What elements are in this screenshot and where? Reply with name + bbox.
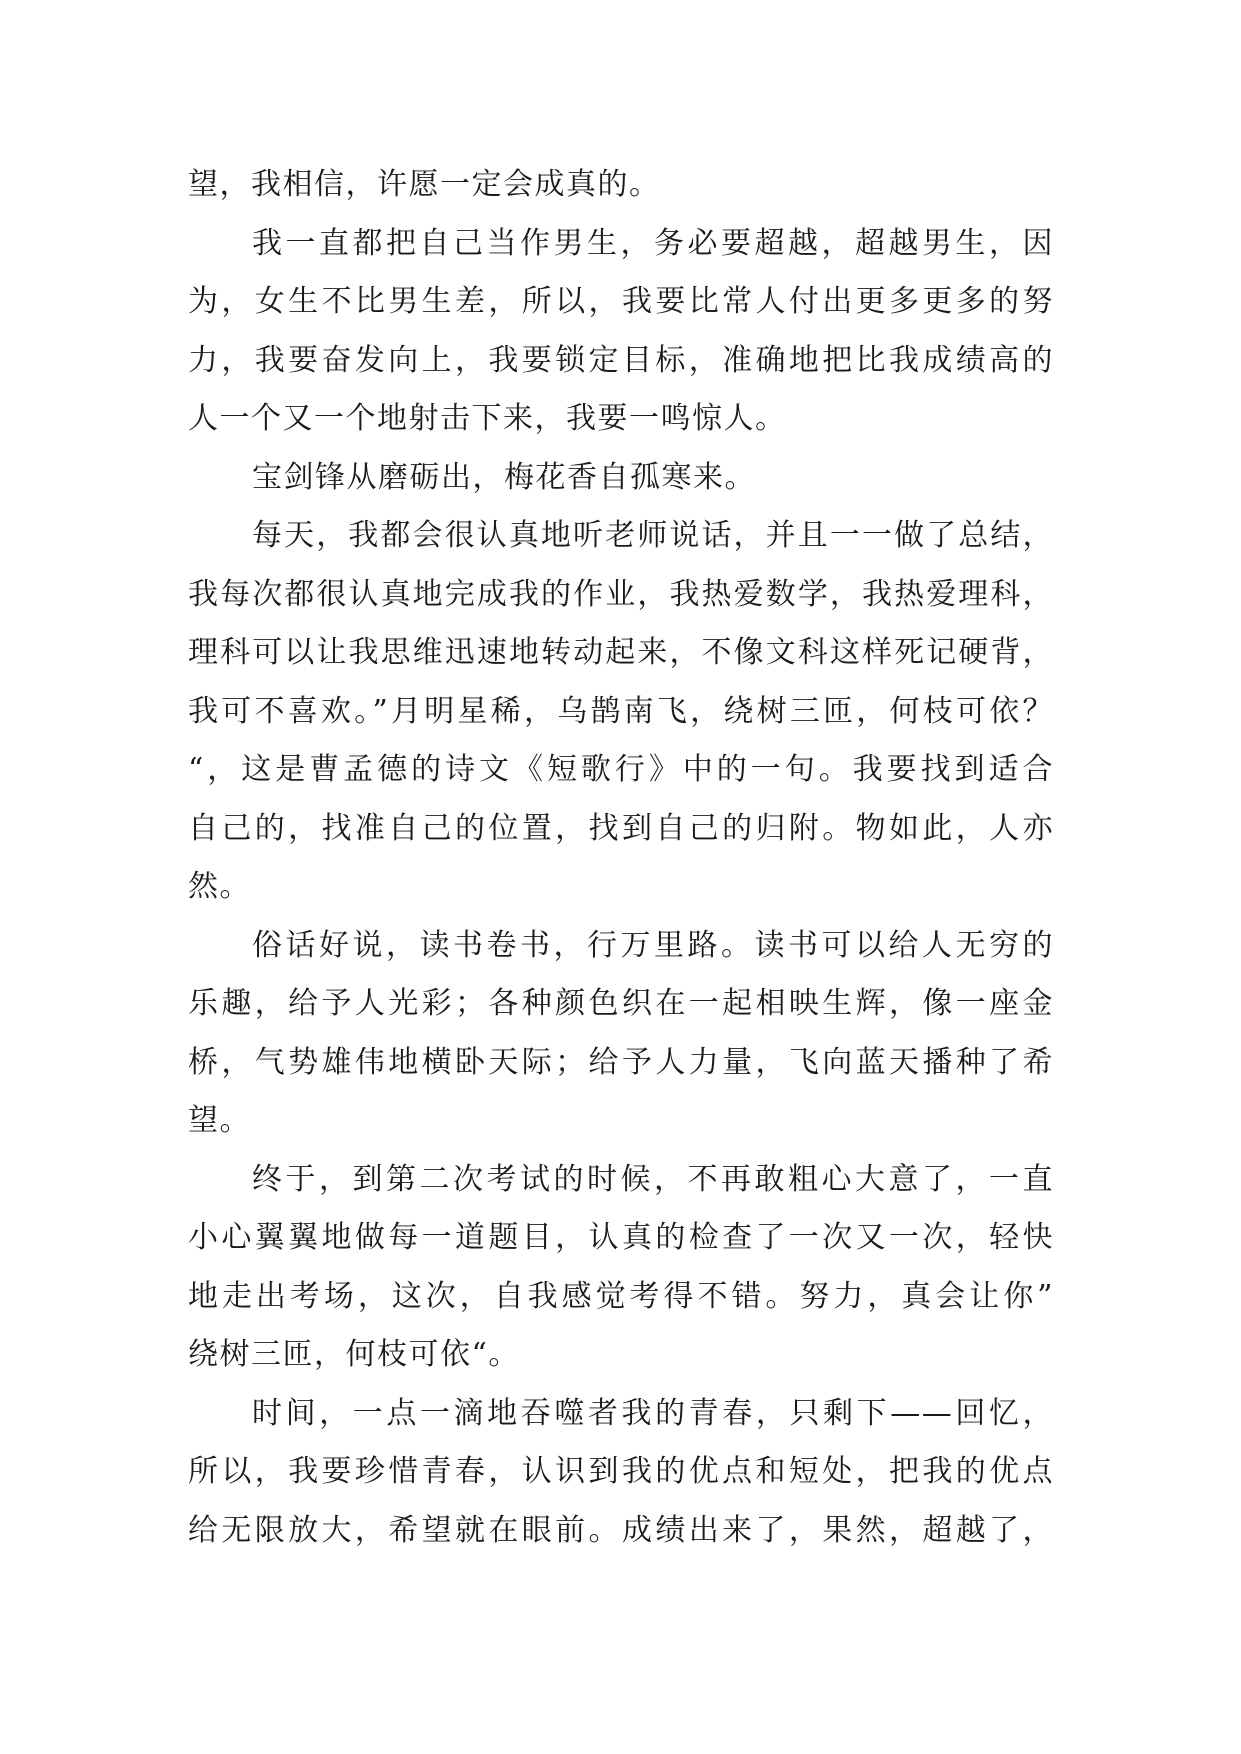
paragraph bbox=[188, 1151, 1054, 1385]
text-line: 我每次都很认真地完成我的作业，我热爱数学，我热爱理科， bbox=[188, 576, 1054, 612]
text-line: 乐趣，给予人光彩；各种颜色织在一起相映生辉，像一座金 bbox=[188, 986, 1054, 1021]
text-line: 地走出考场，这次，自我感觉考得不错。努力，真会让你” bbox=[188, 1278, 1054, 1314]
document-page bbox=[188, 156, 1054, 1656]
text-line: 桥，气势雄伟地横卧天际；给予人力量，飞向蓝天播种了希 bbox=[188, 1044, 1054, 1080]
text-line: “，这是曹孟德的诗文《短歌行》中的一句。我要找到适合 bbox=[188, 752, 1054, 787]
text-line: 然。 bbox=[188, 869, 251, 904]
paragraph bbox=[188, 215, 1054, 449]
paragraph bbox=[188, 507, 1054, 917]
text-line: 我可不喜欢。”月明星稀，乌鹊南飞，绕树三匝，何枝可依？ bbox=[188, 693, 1054, 729]
text-line: 小心翼翼地做每一道题目，认真的检查了一次又一次，轻快 bbox=[188, 1220, 1054, 1255]
text-line: 为，女生不比男生差，所以，我要比常人付出更多更多的努 bbox=[188, 284, 1054, 319]
text-line: 我一直都把自己当作男生，务必要超越，超越男生，因 bbox=[252, 225, 1054, 261]
paragraph bbox=[188, 156, 1054, 215]
paragraph bbox=[188, 449, 1054, 508]
text-line: 望，我相信，许愿一定会成真的。 bbox=[188, 167, 661, 202]
text-line: 绕树三匝，何枝可依“。 bbox=[188, 1337, 520, 1372]
text-line: 每天，我都会很认真地听老师说话，并且一一做了总结， bbox=[252, 518, 1054, 553]
text-line: 人一个又一个地射击下来，我要一鸣惊人。 bbox=[188, 401, 787, 436]
text-line: 给无限放大，希望就在眼前。成绩出来了，果然，超越了， bbox=[188, 1512, 1054, 1548]
text-line: 自己的，找准自己的位置，找到自己的归附。物如此，人亦 bbox=[188, 810, 1054, 846]
text-line: 所以，我要珍惜青春，认识到我的优点和短处，把我的优点 bbox=[188, 1454, 1054, 1489]
text-line: 俗话好说，读书卷书，行万里路。读书可以给人无穷的 bbox=[252, 927, 1054, 963]
paragraph bbox=[188, 1385, 1054, 1561]
text-line: 望。 bbox=[188, 1103, 251, 1138]
text-line: 终于，到第二次考试的时候，不再敢粗心大意了，一直 bbox=[252, 1161, 1054, 1197]
paragraph bbox=[188, 917, 1054, 1151]
text-line: 力，我要奋发向上，我要锁定目标，准确地把比我成绩高的 bbox=[188, 342, 1054, 378]
text-line: 理科可以让我思维迅速地转动起来，不像文科这样死记硬背， bbox=[188, 635, 1054, 670]
text-line: 宝剑锋从磨砺出，梅花香自孤寒来。 bbox=[252, 459, 756, 495]
text-line: 时间，一点一滴地吞噬者我的青春，只剩下——回忆， bbox=[252, 1395, 1054, 1431]
